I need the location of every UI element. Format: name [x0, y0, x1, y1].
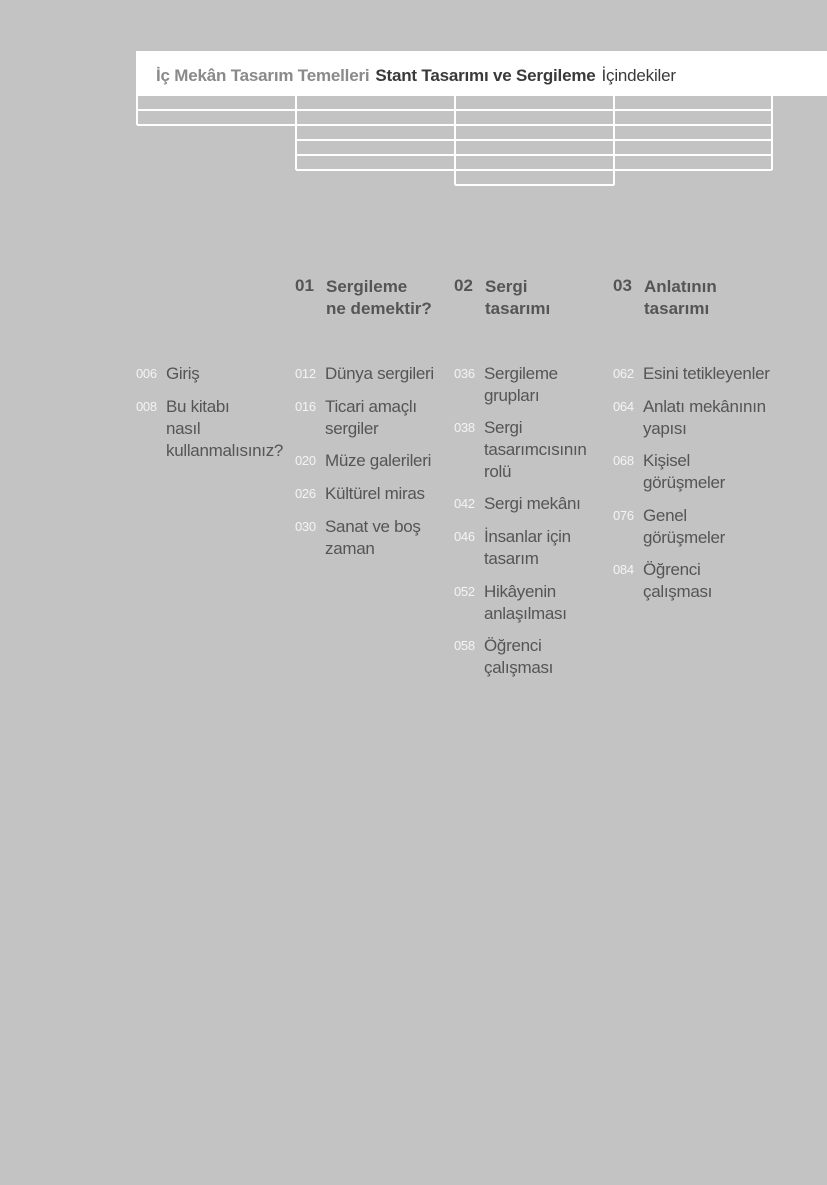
entry-title: Kültürel miras	[325, 484, 425, 503]
page-number: 012	[295, 366, 316, 381]
page-number: 062	[613, 366, 634, 381]
chapter-number: 03	[613, 276, 632, 295]
page-number: 030	[295, 519, 316, 534]
chapter-number: 02	[454, 276, 473, 295]
page-number: 042	[454, 496, 475, 511]
page-number: 068	[613, 453, 634, 468]
page-number: 064	[613, 399, 634, 414]
page-number: 038	[454, 420, 475, 435]
chapter-title[interactable]: Sergi tasarımı	[485, 277, 551, 318]
page-number: 058	[454, 638, 475, 653]
page-number: 026	[295, 486, 316, 501]
entry-title: Anlatı mekânının yapısı	[643, 397, 766, 438]
entry-title: Sergi tasarımcısının rolü	[484, 418, 587, 481]
entry-title: Kişisel görüşmeler	[643, 451, 726, 492]
chapter-title[interactable]: Sergileme ne demektir?	[326, 277, 432, 318]
entry-title: Sergileme grupları	[484, 364, 558, 405]
page-number: 016	[295, 399, 316, 414]
entry-title: Ticari amaçlı sergiler	[325, 397, 417, 438]
entry-title: Müze galerileri	[325, 451, 432, 470]
entry-title: Sergi mekânı	[484, 494, 581, 513]
page-number: 008	[136, 399, 157, 414]
section-title: İçindekiler	[601, 66, 676, 85]
page-number: 020	[295, 453, 316, 468]
book-title: Stant Tasarımı ve Sergileme	[375, 66, 596, 85]
page-number: 036	[454, 366, 475, 381]
entry-title: Genel görüşmeler	[643, 506, 726, 547]
entry-title: Öğrenci çalışması	[484, 636, 554, 677]
entry-title: Bu kitabı nasıl kullanmalısınız?	[166, 397, 284, 460]
header-grid-lines	[0, 0, 827, 200]
page-number: 076	[613, 508, 634, 523]
entry-title: Giriş	[166, 364, 200, 383]
series-title: İç Mekân Tasarım Temelleri	[156, 66, 370, 85]
entry-title: Esini tetikleyenler	[643, 364, 770, 383]
page-number: 052	[454, 584, 475, 599]
entry-title: Hikâyenin anlaşılması	[484, 582, 567, 623]
chapter-title[interactable]: Anlatının tasarımı	[644, 277, 717, 318]
page-number: 046	[454, 529, 475, 544]
entry-title: Dünya sergileri	[325, 364, 434, 383]
entry-title: Sanat ve boş zaman	[325, 517, 421, 558]
page-number: 084	[613, 562, 634, 577]
page-number: 006	[136, 366, 157, 381]
entry-title: İnsanlar için tasarım	[484, 527, 571, 568]
chapter-number: 01	[295, 276, 314, 295]
entry-title: Öğrenci çalışması	[643, 560, 713, 601]
